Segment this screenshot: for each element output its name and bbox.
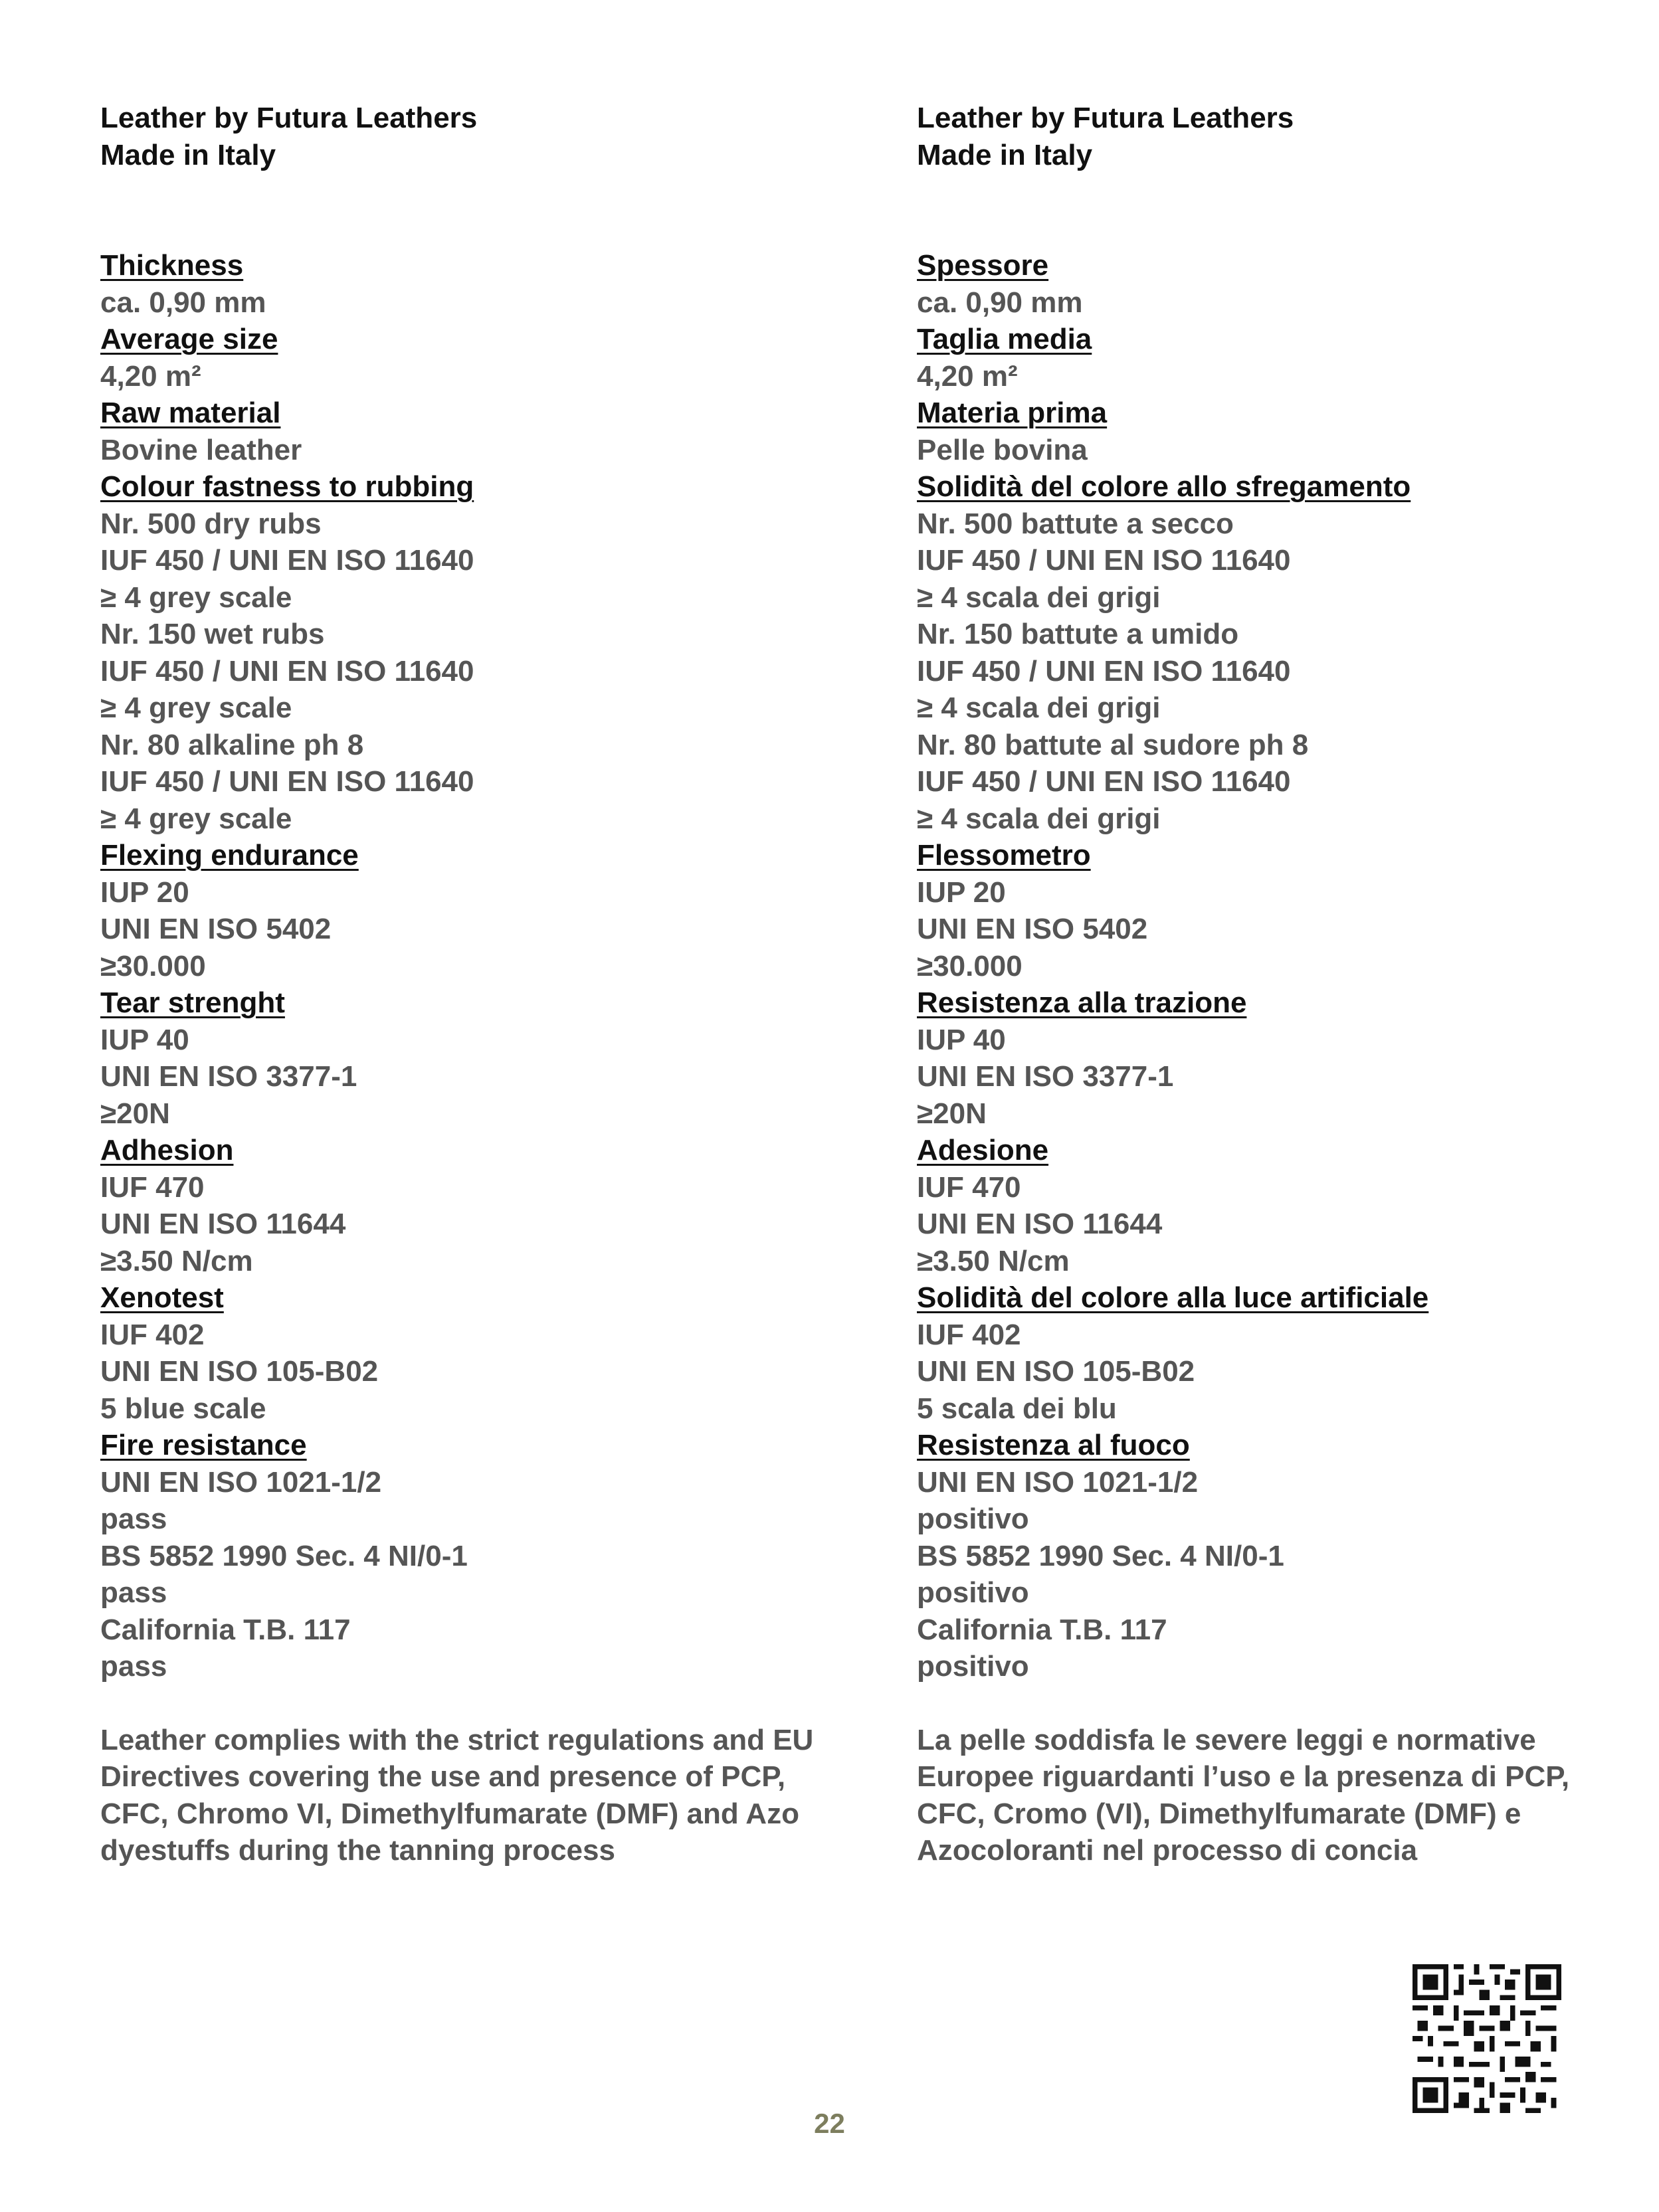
spec-value: IUF 402 <box>917 1318 1021 1351</box>
spec-heading: Adesione <box>917 1134 1049 1166</box>
spec-heading: Adhesion <box>100 1134 234 1166</box>
spec-value: California T.B. 117 <box>917 1613 1167 1646</box>
origin-label: Made in Italy <box>917 138 1093 171</box>
spec-heading: Flessometro <box>917 839 1091 872</box>
compliance-note-line: CFC, Chromo VI, Dimethylfumarate (DMF) and Azo <box>100 1797 799 1830</box>
compliance-note-line: Azocoloranti nel processo di concia <box>917 1834 1418 1867</box>
spec-heading: Colour fastness to rubbing <box>100 470 474 503</box>
compliance-note-line: Directives covering the use and presence of PCP, <box>100 1760 786 1793</box>
spec-heading: Thickness <box>100 249 244 282</box>
spec-heading: Resistenza alla trazione <box>917 986 1247 1019</box>
spec-value: ≥ 4 grey scale <box>100 802 292 835</box>
spec-value: IUF 470 <box>100 1170 205 1204</box>
spec-value: 5 blue scale <box>100 1392 266 1425</box>
spec-value: IUF 470 <box>917 1170 1021 1204</box>
spec-value: Nr. 150 wet rubs <box>100 618 325 650</box>
spec-value: IUF 450 / UNI EN ISO 11640 <box>917 544 1291 577</box>
compliance-note-line: CFC, Cromo (VI), Dimethylfumarate (DMF) e <box>917 1797 1521 1830</box>
spec-value: ≥3.50 N/cm <box>100 1244 253 1277</box>
spec-value: ≥3.50 N/cm <box>917 1244 1070 1277</box>
spec-heading: Tear strenght <box>100 986 285 1019</box>
spec-value: UNI EN ISO 1021-1/2 <box>917 1465 1199 1499</box>
spec-value: ≥ 4 scala dei grigi <box>917 691 1161 724</box>
spec-heading: Solidità del colore allo sfregamento <box>917 470 1411 503</box>
spec-value: ≥ 4 grey scale <box>100 581 292 614</box>
spec-heading: Raw material <box>100 397 281 429</box>
spec-heading: Materia prima <box>917 397 1108 429</box>
spec-value: IUF 450 / UNI EN ISO 11640 <box>100 544 474 577</box>
spec-value: UNI EN ISO 105-B02 <box>100 1355 379 1388</box>
spec-value: UNI EN ISO 3377-1 <box>917 1060 1174 1093</box>
brand-name: Leather by Futura Leathers <box>917 102 1294 134</box>
spec-value: Nr. 80 alkaline ph 8 <box>100 728 364 761</box>
spec-value: ca. 0,90 mm <box>100 286 266 319</box>
spec-value: UNI EN ISO 1021-1/2 <box>100 1465 382 1499</box>
spec-heading: Taglia media <box>917 323 1092 355</box>
spec-value: ca. 0,90 mm <box>917 286 1083 319</box>
spec-value: positivo <box>917 1576 1029 1609</box>
spec-value: ≥ 4 grey scale <box>100 691 292 724</box>
brand-block <box>100 100 864 173</box>
spec-list <box>100 247 864 1685</box>
spec-value: ≥ 4 scala dei grigi <box>917 581 1161 614</box>
spec-value: IUP 40 <box>917 1023 1006 1056</box>
spec-value: UNI EN ISO 3377-1 <box>100 1060 357 1093</box>
spec-heading: Average size <box>100 323 278 355</box>
spec-value: BS 5852 1990 Sec. 4 NI/0-1 <box>917 1539 1284 1572</box>
spec-value: IUP 40 <box>100 1023 189 1056</box>
compliance-note <box>917 1722 1659 1869</box>
spec-value: UNI EN ISO 5402 <box>100 913 332 945</box>
spec-value: positivo <box>917 1503 1029 1535</box>
spec-heading: Resistenza al fuoco <box>917 1429 1190 1461</box>
spec-value: IUF 450 / UNI EN ISO 11640 <box>100 654 474 688</box>
spec-value: Nr. 500 battute a secco <box>917 507 1234 540</box>
spec-value: Bovine leather <box>100 433 302 466</box>
spec-value: 4,20 m² <box>917 359 1018 393</box>
spec-value: IUF 450 / UNI EN ISO 11640 <box>100 765 474 798</box>
spec-heading: Spessore <box>917 249 1049 282</box>
spec-value: positivo <box>917 1650 1029 1683</box>
spec-value: Nr. 80 battute al sudore ph 8 <box>917 728 1309 761</box>
compliance-note-line: dyestuffs during the tanning process <box>100 1834 615 1867</box>
spec-value: Pelle bovina <box>917 433 1088 466</box>
spec-value: ≥30.000 <box>917 949 1023 982</box>
spec-list <box>917 247 1659 1685</box>
spec-heading: Flexing endurance <box>100 839 359 872</box>
italian-column <box>917 100 1659 1869</box>
spec-value: UNI EN ISO 105-B02 <box>917 1355 1195 1388</box>
spec-heading: Solidità del colore alla luce artificiale <box>917 1281 1429 1314</box>
spec-value: UNI EN ISO 11644 <box>100 1208 346 1240</box>
spec-value: 4,20 m² <box>100 359 201 393</box>
origin-label: Made in Italy <box>100 138 276 171</box>
spec-value: ≥ 4 scala dei grigi <box>917 802 1161 835</box>
spec-value: ≥20N <box>100 1097 170 1130</box>
page-number: 22 <box>814 2108 845 2139</box>
spec-value: pass <box>100 1650 167 1683</box>
spec-value: Nr. 150 battute a umido <box>917 618 1239 650</box>
spec-value: California T.B. 117 <box>100 1613 351 1646</box>
spec-value: IUP 20 <box>917 876 1006 909</box>
compliance-note-line: Leather complies with the strict regulations and EU <box>100 1723 814 1756</box>
compliance-note-line: La pelle soddisfa le severe leggi e normative <box>917 1723 1536 1756</box>
spec-value: UNI EN ISO 11644 <box>917 1208 1163 1240</box>
brand-name: Leather by Futura Leathers <box>100 102 478 134</box>
spec-value: IUF 450 / UNI EN ISO 11640 <box>917 654 1291 688</box>
qr-code-icon[interactable] <box>1413 1964 1561 2113</box>
spec-value: pass <box>100 1503 167 1535</box>
spec-heading: Fire resistance <box>100 1429 307 1461</box>
spec-value: IUF 402 <box>100 1318 205 1351</box>
spec-value: UNI EN ISO 5402 <box>917 913 1148 945</box>
spec-value: BS 5852 1990 Sec. 4 NI/0-1 <box>100 1539 468 1572</box>
spec-heading: Xenotest <box>100 1281 224 1314</box>
english-column <box>100 100 864 1869</box>
spec-value: IUP 20 <box>100 876 189 909</box>
spec-value: ≥20N <box>917 1097 987 1130</box>
spec-value: pass <box>100 1576 167 1609</box>
spec-value: Nr. 500 dry rubs <box>100 507 322 540</box>
spec-value: IUF 450 / UNI EN ISO 11640 <box>917 765 1291 798</box>
spec-value: 5 scala dei blu <box>917 1392 1117 1425</box>
brand-block <box>917 100 1659 173</box>
compliance-note <box>100 1722 864 1869</box>
compliance-note-line: Europee riguardanti l’uso e la presenza di PCP, <box>917 1760 1570 1793</box>
spec-value: ≥30.000 <box>100 949 206 982</box>
